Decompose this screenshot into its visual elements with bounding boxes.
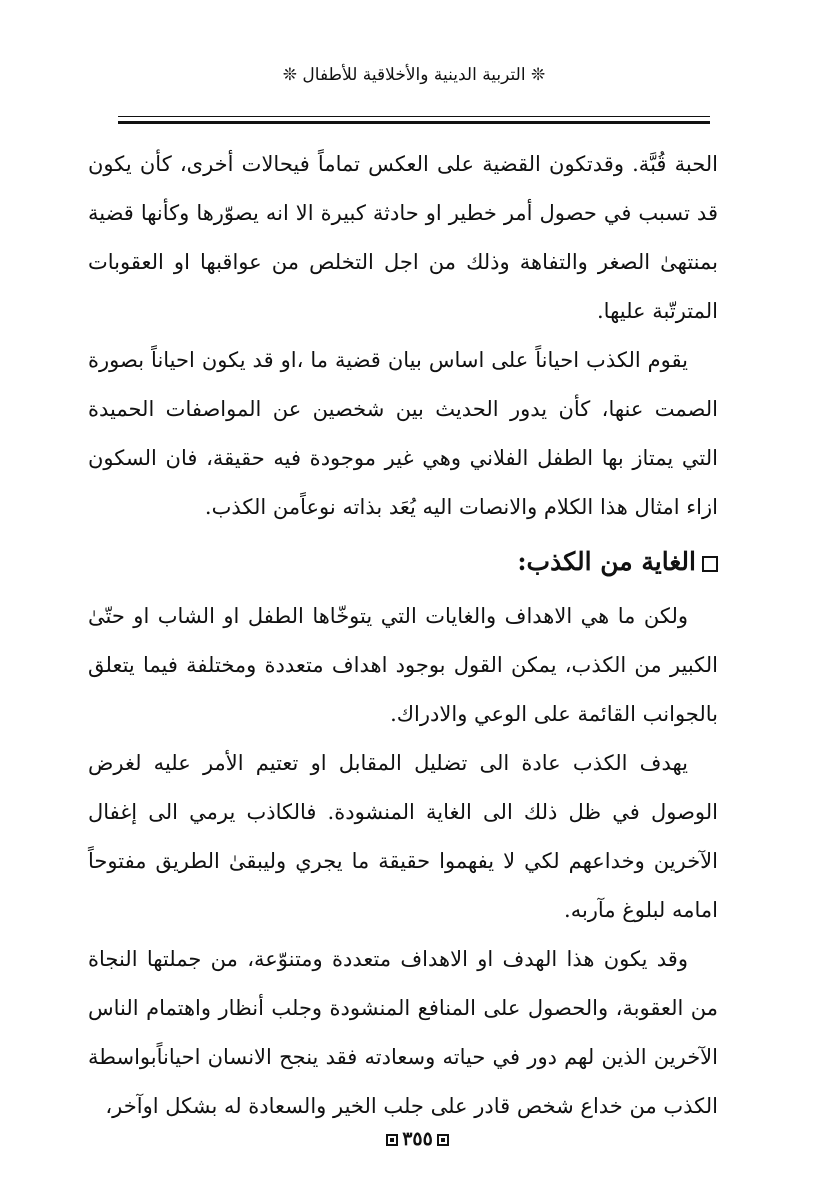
body-text	[88, 140, 718, 1131]
paragraph-4: يهدف الكذب عادة الى تضليل المقابل او تعتيم الأمر عليه لغرض الوصول في ظل ذلك الى الغاية المنشودة. فالكاذب يرمي الى إغفال الآخرين وخداعهم لكي لا يفهموا حقيقة ما يجري وليبقىٰ الطريق مفتوحاً امامه لبلوغ مآربه.	[88, 751, 718, 922]
square-ornament-icon	[386, 1134, 398, 1146]
page-footer	[0, 1128, 835, 1150]
running-head-title: ❊ التربية الدينية والأخلاقية للأطفال ❊	[282, 65, 546, 85]
paragraph-2: يقوم الكذب احياناً على اساس بيان قضية ما ،او قد يكون احياناً بصورة الصمت عنها، كأن يدور الحديث بين شخصين عن المواصفات الحميدة التي يمتاز بها الطفل الفلاني وهي غير موجودة فيه حقيقة، فان السكون ازاء امثال هذا الكلام والانصات اليه يُعَد بذاته نوعاًمن الكذب.	[88, 348, 718, 519]
square-ornament-icon	[437, 1134, 449, 1146]
section-heading-text: الغاية من الكذب:	[517, 547, 696, 576]
section-heading	[88, 532, 718, 592]
square-bullet-icon	[702, 556, 718, 572]
page-number: ٣٥٥	[402, 1128, 433, 1150]
paragraph-3: ولكن ما هي الاهداف والغايات التي يتوخّاها الطفل او الشاب او حتّىٰ الكبير من الكذب، يمكن القول بوجود اهداف متعددة ومختلفة فيما يتعلق بالجوانب القائمة على الوعي والادراك.	[88, 604, 718, 726]
header-rule-thick	[118, 121, 710, 124]
paragraph-1: الحبة قُبَّة. وقدتكون القضية على العكس تماماً فيحالات أخرى، كأن يكون قد تسبب في حصول أمر خطير او حادثة كبيرة الا انه يصوّرها وكأنها قضية بمنتهىٰ الصغر والتفاهة وذلك من اجل التخلص من عواقبها او العقوبات المترتّبة عليها.	[88, 152, 718, 323]
paragraph-5: وقد يكون هذا الهدف او الاهداف متعددة ومتنوّعة، من جملتها النجاة من العقوبة، والحصول على المنافع المنشودة وجلب أنظار واهتمام الناس الآخرين الذين لهم دور في حياته وسعادته فقد ينجح الانسان احياناًبواسطة الكذب من خداع شخص قادر على جلب الخير والسعادة له بشكل اوآخر،	[88, 947, 718, 1118]
header-rule-thin	[118, 116, 710, 117]
